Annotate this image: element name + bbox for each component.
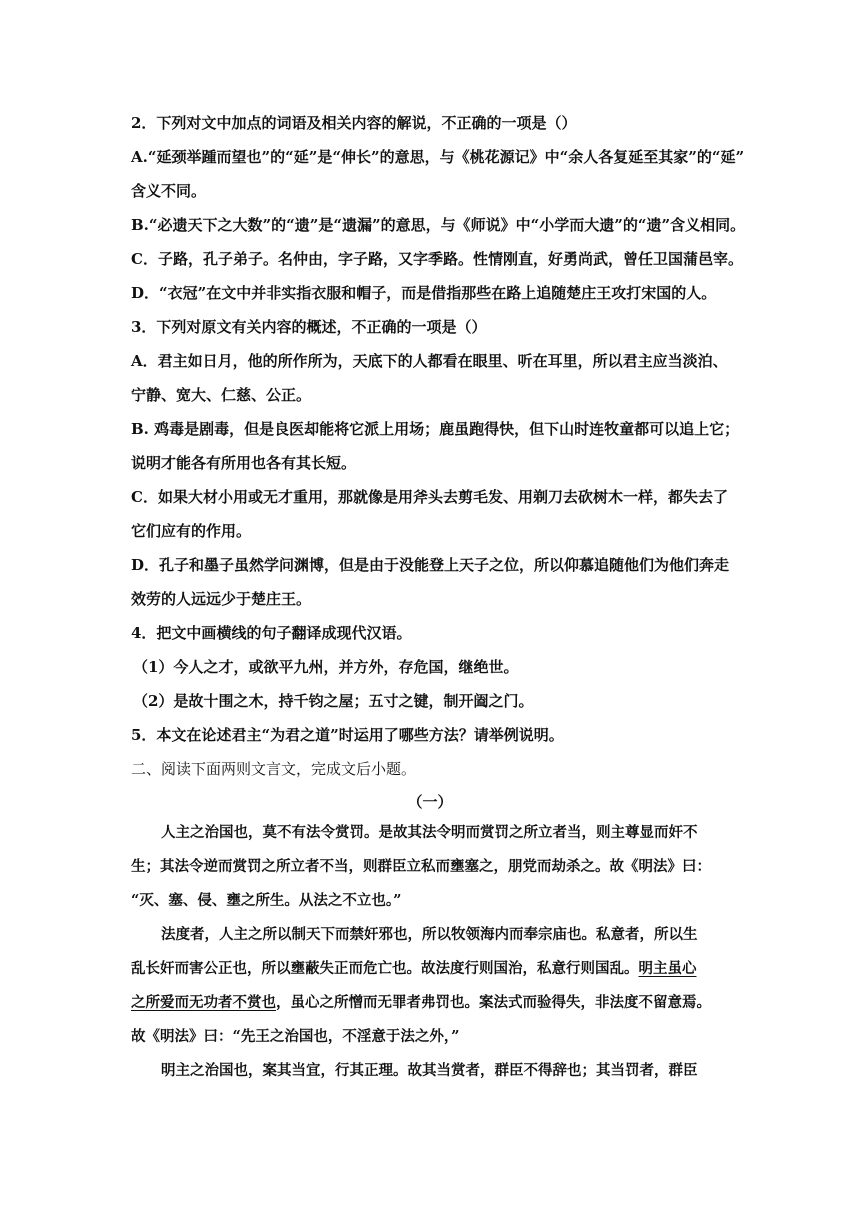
passage-paragraph-1-line-2: 生；其法令逆而赏罚之所立者不当，则群臣立私而壅塞之，朋党而劫杀之。故《明法》曰： (131, 858, 711, 875)
passage-paragraph-2-line-1: 法度者，人主之所以制天下而禁奸邪也，所以牧领海内而奉宗庙也。私意者，所以生 (161, 926, 698, 943)
passage-paragraph-1-line-3: “灭、塞、侵、壅之所生。从法之不立也。” (131, 892, 402, 909)
question-2-option-c: C．子路，孔子弟子。名仲由，字子路，又字季路。性情刚直，好勇尚武，曾任卫国蒲邑宰。 (131, 250, 743, 268)
question-3-option-c: C．如果大材小用或无才重用，那就像是用斧头去剪毛发、用剃刀去砍树木一样，都失去了 (131, 488, 728, 506)
question-3-option-a-cont: 宁静、宽大、仁慈、公正。 (131, 386, 312, 404)
passage-paragraph-2-line-3 (131, 993, 711, 1013)
section-2-heading: 二、阅读下面两则文言文，完成文后小题。 (131, 760, 417, 778)
question-4-stem: 4．把文中画横线的句子翻译成现代汉语。 (131, 624, 412, 642)
passage-paragraph-2-line-4: 故《明法》曰：“先王之治国也，不淫意于法之外，” (131, 1028, 460, 1045)
question-5-stem: 5．本文在论述君主“为君之道”时运用了哪些方法？请举例说明。 (131, 726, 564, 744)
question-2-stem: 2．下列对文中加点的词语及相关内容的解说，不正确的一项是（） (131, 114, 577, 132)
question-3-stem: 3．下列对原文有关内容的概述，不正确的一项是（） (131, 318, 487, 336)
question-3-option-d-cont: 效劳的人远远少于楚庄王。 (131, 590, 312, 608)
question-2-option-b: B.“必遗天下之大数”的“遗”是“遗漏”的意思，与《师说》中“小学而大遗”的“遗”含义相同。 (131, 216, 746, 234)
passage-paragraph-3-line-1: 明主之治国也，案其当宜，行其正理。故其当赏者，群臣不得辞也；其当罚者，群臣 (161, 1062, 698, 1079)
question-4-sentence-1: （1）今人之才，或欲平九州，并方外，存危国，继绝世。 (133, 658, 519, 676)
passage-text: 乱长奸而害公正也，所以壅蔽失正而危亡也。故法度行则国治，私意行则国乱。 (131, 960, 639, 977)
question-2-option-a: A.“延颈举踵而望也”的“延”是“伸长”的意思，与《桃花源记》中“余人各复延至其家”的“延” (131, 148, 745, 166)
underlined-sentence: 明主虽心 (638, 960, 697, 977)
question-2-option-a-cont: 含义不同。 (131, 182, 207, 200)
question-3-option-b: B. 鸡毒是剧毒，但是良医却能将它派上用场；鹿虽跑得快，但下山时连牧童都可以追上它； (131, 420, 740, 438)
question-3-option-c-cont: 它们应有的作用。 (131, 522, 252, 540)
underlined-sentence: 之所爱而无功者不赏也 (131, 994, 276, 1011)
passage-part-title: （一） (407, 793, 453, 811)
question-2-option-d: D．“衣冠”在文中并非实指衣服和帽子，而是借指那些在路上追随楚庄王攻打宋国的人。 (131, 284, 717, 302)
question-3-option-a: A．君主如日月，他的所作所为，天底下的人都看在眼里、听在耳里，所以君主应当淡泊、 (131, 352, 728, 370)
question-3-option-b-cont: 说明才能各有所用也各有其长短。 (131, 454, 357, 472)
passage-paragraph-2-line-2 (131, 959, 697, 979)
passage-paragraph-1-line-1: 人主之治国也，莫不有法令赏罚。是故其法令明而赏罚之所立者当，则主尊显而奸不 (161, 824, 698, 841)
question-3-option-d: D．孔子和墨子虽然学问渊博，但是由于没能登上天子之位，所以仰慕追随他们为他们奔走 (131, 556, 730, 574)
question-4-sentence-2: （2）是故十围之木，持千钧之屋；五寸之键，制开阖之门。 (133, 692, 534, 710)
passage-text: ，虽心之所憎而无罪者弗罚也。案法式而验得失，非法度不留意焉。 (276, 994, 711, 1011)
